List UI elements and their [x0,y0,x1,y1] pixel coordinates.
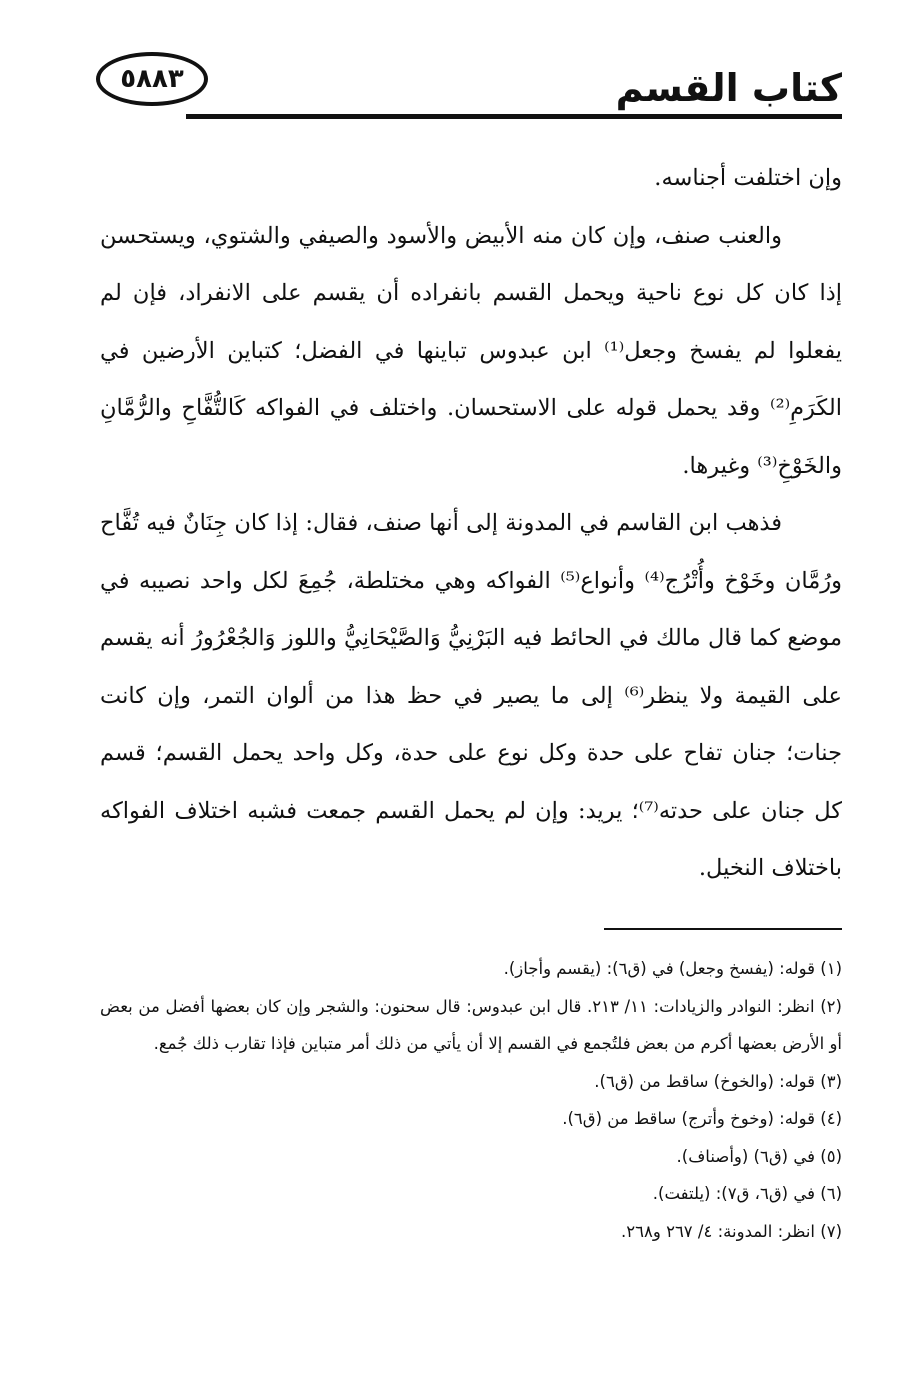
footnote-divider [604,928,842,930]
footnote: (٤) قوله: (وخوخ وأترج) ساقط من (ق٦). [562,1109,842,1128]
footnote: (٣) قوله: (والخوخ) ساقط من (ق٦). [594,1071,842,1091]
footnotes [100,950,842,1250]
paragraph: فذهب ابن القاسم في المدونة إلى أنها صنف، فقال: إذا كان جِنَانٌ فيه تُفَّاح ورُمَّان وخَوْخ وأُتْرُج⁽⁴⁾ وأنواع⁽⁵⁾ الفواكه وهي مختلطة، جُمِعَ لكل واحد نصيبه في موضع كما قال مالك في الحائط فيه البَرْنِيُّ وَالصَّيْحَانِيُّ واللوز وَالجُعْرُورُ أنه يقسم على القيمة ولا ينظر⁽⁶⁾ إلى ما يصير في حظ هذا من ألوان التمر، وإن كانت جنات؛ جنان تفاح على حدة وكل نوع على حدة، وكل واحد يحمل القسم؛ قسم كل جنان على حدته⁽⁷⁾؛ يريد: وإن لم يحمل القسم جمعت فشبه اختلاف الفواكه باختلاف النخيل. [100,510,843,881]
footnote: (٦) في (ق٦، ق٧): (يلتفت). [652,1184,842,1203]
page-number: ٥٨٨٣ [120,64,184,94]
footnote: (٧) انظر: المدونة: ٤/ ٢٦٧ و٢٦٨. [621,1221,842,1241]
main-text [100,150,842,898]
paragraph: والعنب صنف، وإن كان منه الأبيض والأسود والصيفي والشتوي، ويستحسن إذا كان كل نوع ناحية ويحمل القسم بانفراده أن يقسم على الانفراد، فإن لم يفعلوا لم يفسخ وجعل⁽¹⁾ ابن عبدوس تباينها في الفضل؛ كتباين الأرضين في الكَرَمِ⁽²⁾ وقد يحمل قوله على الاستحسان. واختلف في الفواكه كَالتُّفَّاحِ والرُّمَّانِ والخَوْخِ⁽³⁾ وغيرها. [100,222,842,479]
page-number-badge [96,52,208,106]
chapter-title: كتاب القسم [615,66,842,110]
footnote: (١) قوله: (يفسخ وجعل) في (ق٦): (يقسم وأجاز). [503,959,842,978]
paragraph: وإن اختلفت أجناسه. [654,165,842,191]
footnote: (٥) في (ق٦) (وأصناف). [676,1146,842,1166]
header-rule [186,114,842,119]
footnote: (٢) انظر: النوادر والزيادات: ١١/ ٢١٣. قال ابن عبدوس: قال سحنون: والشجر وإن كان بعضها أفضل من بعض أو الأرض بعضها أكرم من بعض فلتُجمع في القسم إلا أن يأتي من ذلك أمر متباين فإذا تقارب ذلك جُمع. [100,996,842,1053]
page-header [96,52,842,132]
